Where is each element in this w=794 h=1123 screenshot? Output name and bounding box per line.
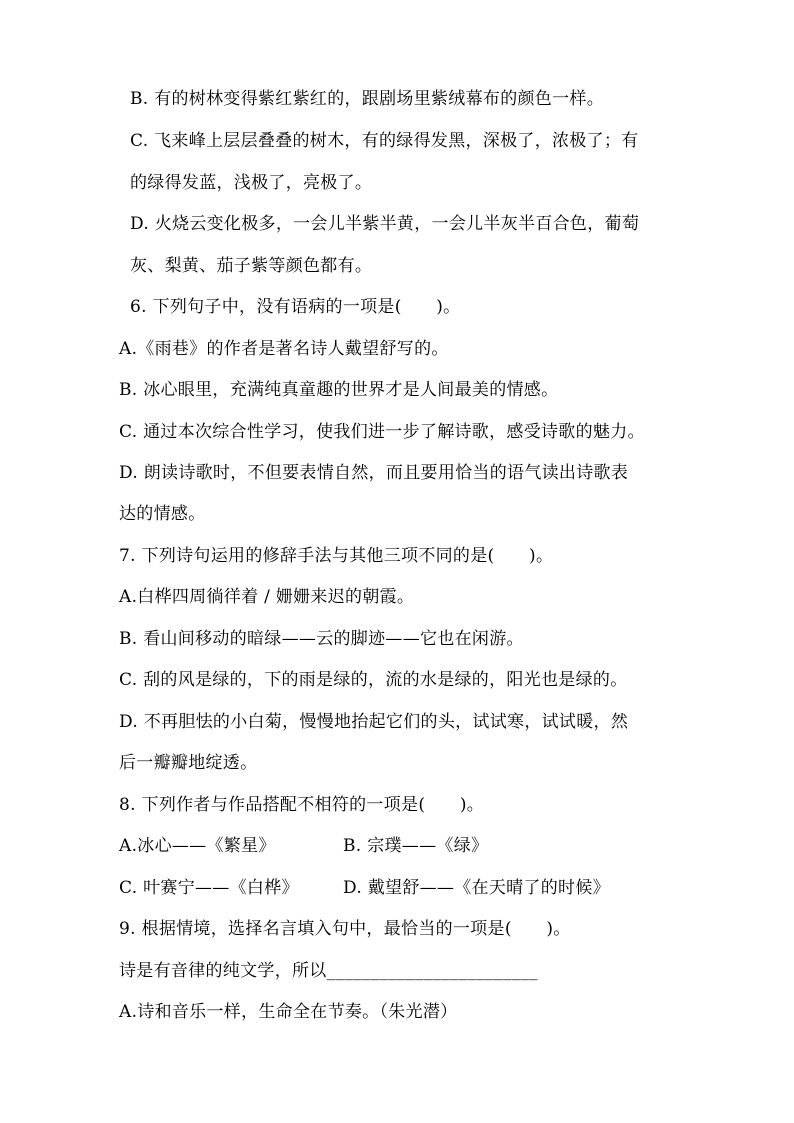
option-7d-line2: 后一瓣瓣地绽透。 <box>119 753 258 773</box>
option-5c-line2: 的绿得发蓝，浅极了，亮极了。 <box>130 173 373 193</box>
option-8b: B. 宗璞——《绿》 <box>343 836 489 856</box>
option-8a: A.冰心——《繁星》 <box>119 836 276 856</box>
option-5c-line1: C. 飞来峰上层层叠叠的树木，有的绿得发黑，深极了，浓极了；有 <box>130 131 639 151</box>
option-8d: D. 戴望舒——《在天晴了的时候》 <box>343 878 610 898</box>
option-9a: A.诗和音乐一样，生命全在节奏。（朱光潜） <box>119 1002 458 1022</box>
option-5b: B. 有的树林变得紫红紫红的，跟剧场里紫绒幕布的颜色一样。 <box>130 89 604 109</box>
option-6a: A.《雨巷》的作者是著名诗人戴望舒写的。 <box>119 339 449 359</box>
option-6d-line2: 达的情感。 <box>119 504 206 524</box>
option-5d-line1: D. 火烧云变化极多，一会儿半紫半黄，一会儿半灰半百合色，葡萄 <box>130 214 640 234</box>
option-7c: C. 刮的风是绿的，下的雨是绿的，流的水是绿的，阳光也是绿的。 <box>119 670 628 690</box>
option-8c: C. 叶赛宁——《白桦》 <box>119 878 299 898</box>
option-6b: B. 冰心眼里，充满纯真童趣的世界才是人间最美的情感。 <box>119 380 559 400</box>
option-7b: B. 看山间移动的暗绿——云的脚迹——它也在闲游。 <box>119 629 524 649</box>
question-9-prompt: 诗是有音律的纯文学，所以________________________ <box>119 961 538 981</box>
question-9: 9. 根据情境，选择名言填入句中，最恰当的一项是( )。 <box>119 919 571 939</box>
question-7: 7. 下列诗句运用的修辞手法与其他三项不同的是( )。 <box>119 546 554 566</box>
option-6c: C. 通过本次综合性学习，使我们进一步了解诗歌，感受诗歌的魅力。 <box>119 422 645 442</box>
question-8: 8. 下列作者与作品搭配不相符的一项是( )。 <box>119 795 485 815</box>
option-7a: A.白桦四周徜徉着 / 姗姗来迟的朝霞。 <box>119 587 415 607</box>
option-6d-line1: D. 朗读诗歌时，不但要表情自然，而且要用恰当的语气读出诗歌表 <box>119 463 629 483</box>
option-5d-line2: 灰、梨黄、茄子紫等颜色都有。 <box>130 256 373 276</box>
question-6: 6. 下列句子中，没有语病的一项是( )。 <box>130 297 461 317</box>
option-7d-line1: D. 不再胆怯的小白菊，慢慢地抬起它们的头，试试寒，试试暖，然 <box>119 712 629 732</box>
